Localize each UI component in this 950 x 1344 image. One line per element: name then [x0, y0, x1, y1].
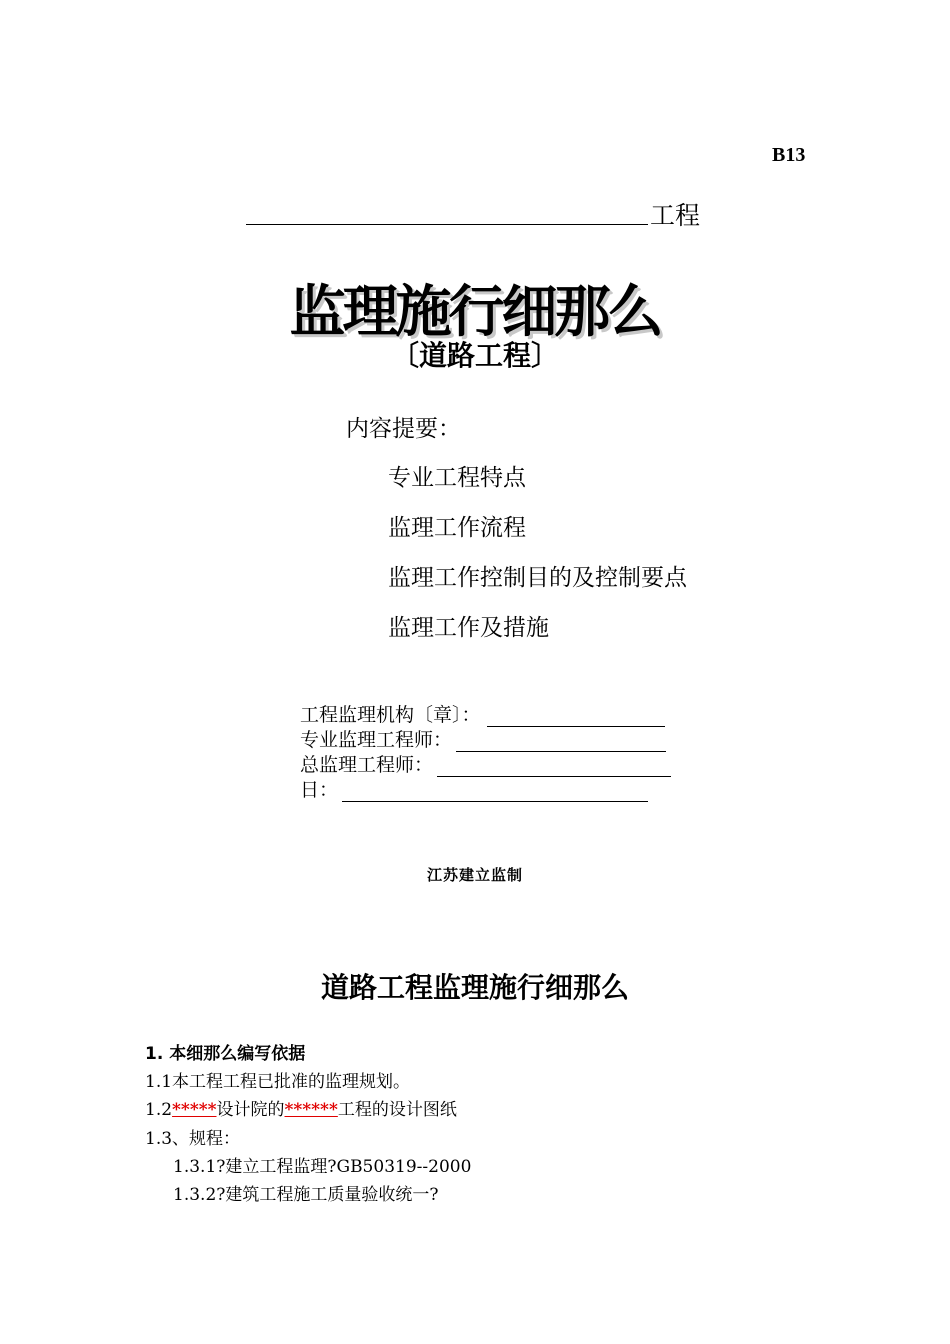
body-line: 1.1本工程工程已批准的监理规划。 — [145, 1072, 411, 1092]
line-prefix: 1.2 — [145, 1100, 173, 1120]
signature-label: 总监理工程师： — [300, 754, 434, 776]
signature-blank — [342, 783, 648, 802]
body-line-design-drawings — [145, 1095, 457, 1120]
issuing-organization: 江苏建立监制 — [426, 866, 523, 884]
body-line: 1.3、规程： — [145, 1129, 241, 1149]
signature-label: 日： — [300, 779, 339, 801]
section-heading: 1. 本细那么编写依据 — [145, 1044, 306, 1064]
section-title: 道路工程监理施行细那么 — [320, 971, 629, 1004]
summary-item: 监理工作流程 — [388, 515, 526, 541]
signature-label: 工程监理机构〔章〕： — [300, 704, 481, 726]
body-line: 1.3.1?建立工程监理?GB50319--2000 — [173, 1157, 472, 1177]
line-text: 工程的设计图纸 — [337, 1100, 457, 1120]
signature-row-engineer — [300, 725, 666, 752]
summary-item: 专业工程特点 — [388, 465, 526, 491]
body-line: 1.3.2?建筑工程施工质量验收统一? — [173, 1185, 439, 1205]
signature-row-organization — [300, 700, 665, 727]
summary-label: 内容提要： — [346, 416, 461, 442]
signature-label: 专业监理工程师： — [300, 729, 453, 751]
line-text: 设计院的 — [216, 1100, 285, 1120]
summary-item: 监理工作控制目的及控制要点 — [388, 565, 687, 591]
document-code: B13 — [772, 144, 806, 166]
signature-row-chief-engineer — [300, 750, 671, 777]
redacted-placeholder: ***** — [172, 1100, 217, 1120]
project-suffix: 工程 — [650, 201, 701, 230]
document-title: 监理施行细那么 — [289, 280, 661, 345]
summary-item: 监理工作及措施 — [388, 615, 549, 641]
redacted-placeholder: ****** — [284, 1100, 338, 1120]
signature-row-date — [300, 775, 648, 802]
document-subtitle: 〔道路工程〕 — [390, 339, 559, 372]
project-name-blank — [246, 224, 648, 225]
